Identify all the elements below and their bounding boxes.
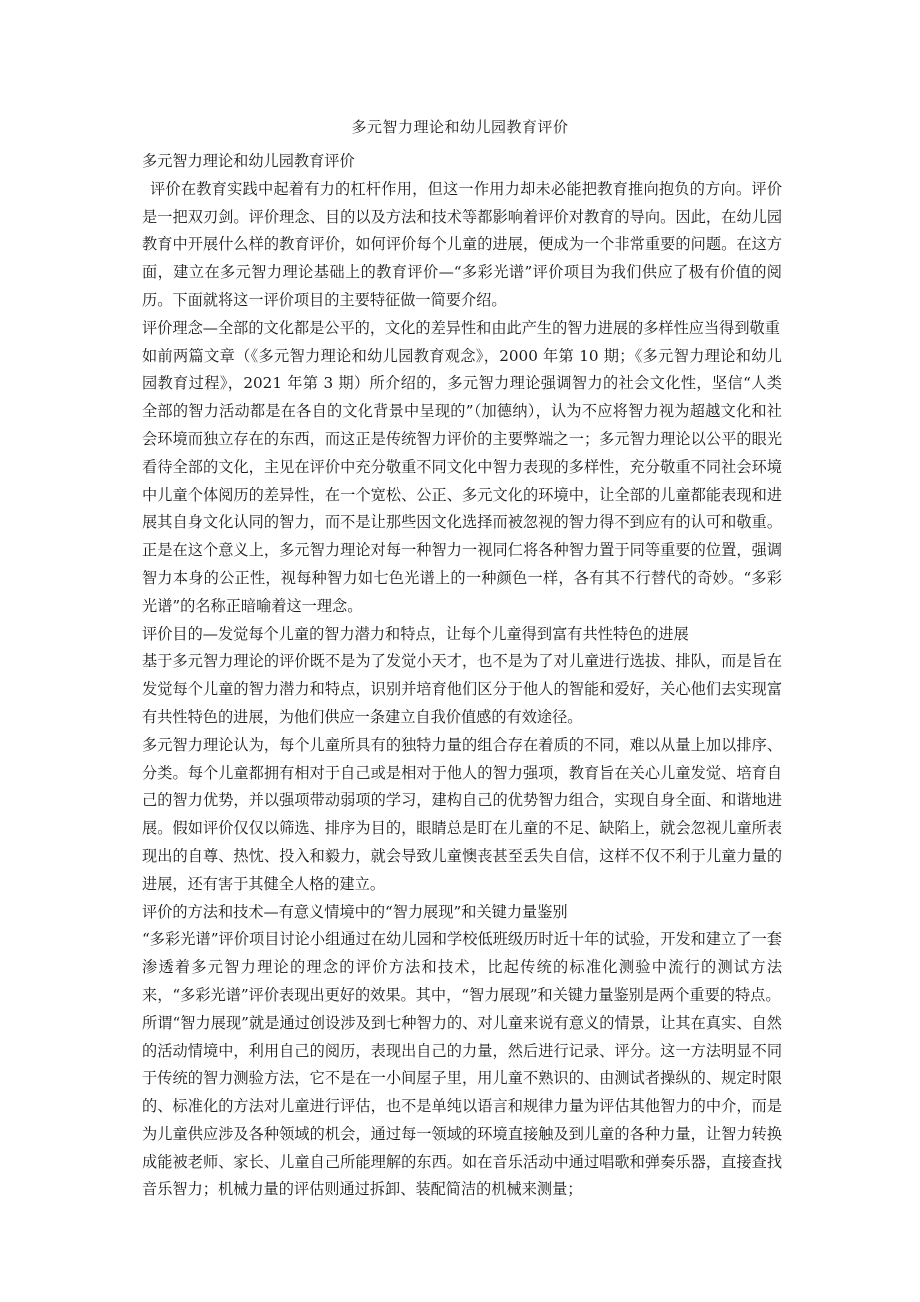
section-heading: 评价理念—全部的文化都是公平的，文化的差异性和由此产生的智力进展的多样性应当得到敬重 — [142, 318, 780, 337]
paragraph: 所谓“智力展现”就是通过创设涉及到七种智力的、对儿童来说有意义的情景，让其在真实、自然的活动情境中，利用自己的阅历，表现出自己的力量，然后进行记录、评分。这一方法明显不同于传统的智力测验方法，它不是在一小间屋子里，用儿童不熟识的、由测试者操纵的、规定时限的、标准化的方法对儿童进行评估，也不是单纯以语言和规律力量为评估其他智力的中介，而是为儿童供应涉及各种领域的机会，通过每一领域的环境直接触及到儿童的各种力量，让智力转换成能被老师、家长、儿童自己所能理解的东西。如在音乐活动中通过唱歌和弹奏乐器，直接查找音乐智力；机械力量的评估则通过拆卸、装配简洁的机械来测量； — [142, 1013, 782, 1199]
document-title: 多元智力理论和幼儿园教育评价 — [351, 118, 569, 136]
section-heading: 多元智力理论和幼儿园教育评价 — [142, 152, 355, 170]
section-heading: 评价的方法和技术—有意义情境中的“智力展现”和关键力量鉴别 — [142, 902, 568, 921]
section-heading: 评价目的—发觉每个儿童的智力潜力和特点，让每个儿童得到富有共性特色的进展 — [142, 624, 689, 643]
paragraph: 评价在教育实践中起着有力的杠杆作用，但这一作用力却未必能把教育推向抱负的方向。评价是一把双刃剑。评价理念、目的以及方法和技术等都影响着评价对教育的导向。因此，在幼儿园教育中开展什么样的教育评价，如何评价每个儿童的进展，便成为一个非常重要的问题。在这方面，建立在多元智力理论基础上的教育评价—“多彩光谱”评价项目为我们供应了极有价值的阅历。下面就将这一评价项目的主要特征做一简要介绍。 — [142, 179, 782, 309]
paragraph: 如前两篇文章（《多元智力理论和幼儿园教育观念》，2000 年第 10 期；《多元智力理论和幼儿园教育过程》，2021 年第 3 期）所介绍的，多元智力理论强调智力的社会文化性，坚信“人类全部的智力活动都是在各自的文化背景中呈现的”（加德纳），认为不应将智力视为超越文化和社会环境而独立存在的东西，而这正是传统智力评价的主要弊端之一；多元智力理论以公平的眼光看待全部的文化，主见在评价中充分敬重不同文化中智力表现的多样性，充分敬重不同社会环境中儿童个体阅历的差异性，在一个宽松、公正、多元文化的环境中，让全部的儿童都能表现和进展其自身文化认同的智力，而不是让那些因文化选择而被忽视的智力得不到应有的认可和敬重。正是在这个意义上，多元智力理论对每一种智力一视同仁将各种智力置于同等重要的位置，强调智力本身的公正性，视每种智力如七色光谱上的一种颜色一样，各有其不行替代的奇妙。“多彩光谱”的名称正暗喻着这一理念。 — [142, 346, 782, 615]
document-body — [142, 148, 782, 1204]
paragraph: “多彩光谱”评价项目讨论小组通过在幼儿园和学校低班级历时近十年的试验，开发和建立了一套渗透着多元智力理论的理念的评价方法和技术，比起传统的标准化测验中流行的测试方法来，“多彩光谱”评价表现出更好的效果。其中，“智力展现”和关键力量鉴别是两个重要的特点。 — [142, 930, 782, 1004]
paragraph: 多元智力理论认为，每个儿童所具有的独特力量的组合存在着质的不同，难以从量上加以排序、分类。每个儿童都拥有相对于自己或是相对于他人的智力强项，教育旨在关心儿童发觉、培育自己的智力优势，并以强项带动弱项的学习，建构自己的优势智力组合，实现自身全面、和谐地进展。假如评价仅仅以筛选、排序为目的，眼睛总是盯在儿童的不足、缺陷上，就会忽视儿童所表现出的自尊、热忱、投入和毅力，就会导致儿童懊丧甚至丢失自信，这样不仅不利于儿童力量的进展，还有害于其健全人格的建立。 — [142, 735, 782, 893]
paragraph: 基于多元智力理论的评价既不是为了发觉小天才，也不是为了对儿童进行选拔、排队，而是旨在发觉每个儿童的智力潜力和特点，识别并培育他们区分于他人的智能和爱好，关心他们去实现富有共性特色的进展，为他们供应一条建立自我价值感的有效途径。 — [142, 652, 782, 726]
